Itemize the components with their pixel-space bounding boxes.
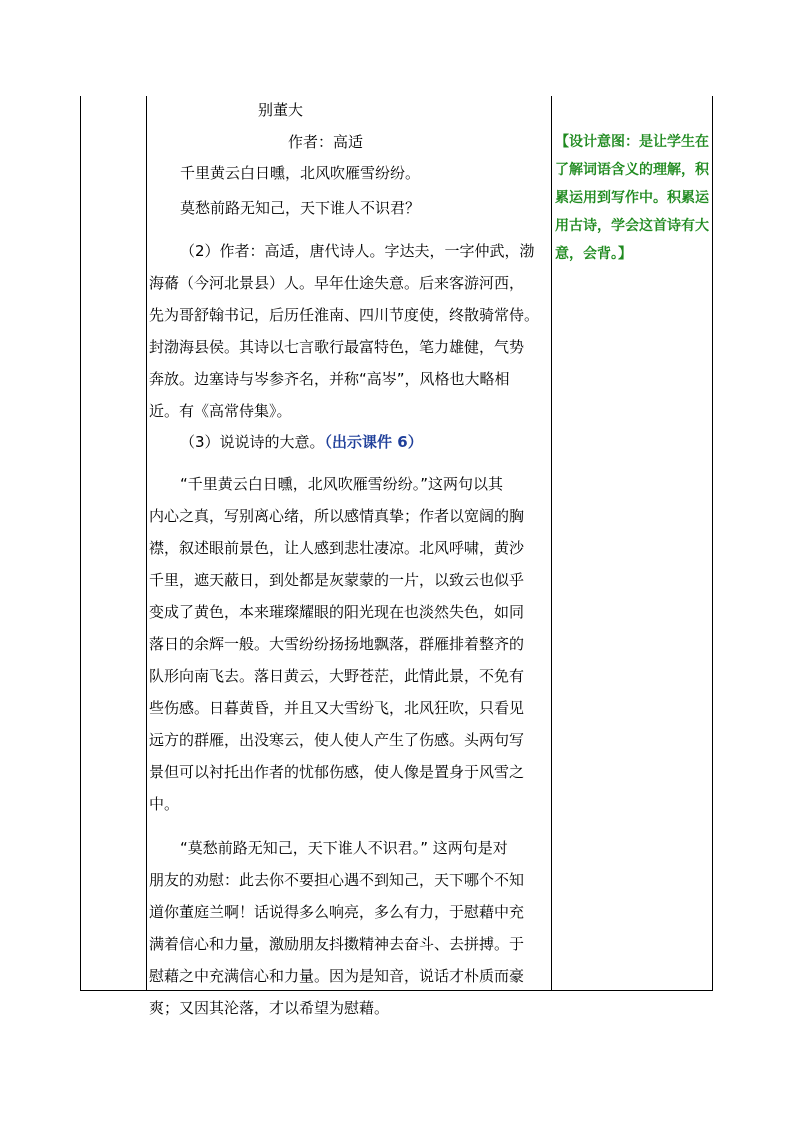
teaching-content-cell [147, 96, 551, 1017]
paragraph-line: 些伤感。日暮黄昏，并且又大雪纷飞，北风狂吹，只看见 [149, 699, 525, 717]
table-border-left [80, 96, 81, 990]
paragraph-line: 内心之真，写别离心绪，所以感情真挚；作者以宽阔的胸 [149, 507, 525, 525]
poem-author: 作者：高适 [288, 133, 364, 151]
paragraph-line: 爽；又因其沦落，才以希望为慰藉。 [149, 999, 390, 1017]
table-divider-2 [551, 96, 552, 990]
paragraph-line: 道你董庭兰啊！话说得多么响亮，多么有力，于慰藉中充 [149, 903, 525, 921]
lesson-table [80, 96, 713, 1017]
poem-line-2: 莫愁前路无知己，天下谁人不识君？ [180, 199, 421, 217]
design-intent-line: 【设计意图：是让学生在 [555, 134, 709, 150]
paragraph-line: 远方的群雁，出没寒云，使人使人产生了伤感。头两句写 [149, 731, 525, 749]
design-intent-line: 累运用到写作中。积累运 [555, 190, 709, 206]
meaning-heading [180, 432, 423, 452]
author-line: 封渤海县侯。其诗以七言歌行最富特色，笔力雄健，气势 [149, 338, 525, 356]
poem-line-1: 千里黄云白日曛，北风吹雁雪纷纷。 [180, 164, 421, 182]
author-line: 先为哥舒翰书记，后历任淮南、四川节度使，终散骑常侍。 [149, 306, 540, 324]
paragraph-line: 襟，叙述眼前景色，让人感到悲壮凄凉。北风呼啸，黄沙 [149, 539, 525, 557]
table-border-right [712, 96, 713, 990]
paragraph-line: “千里黄云白日曛，北风吹雁雪纷纷。”这两句以其 [180, 475, 504, 493]
paragraph-line: 千里，遮天蔽日，到处都是灰蒙蒙的一片，以致云也似乎 [149, 571, 525, 589]
paragraph-line: 慰藉之中充满信心和力量。因为是知音，说话才朴质而豪 [149, 967, 525, 985]
author-line: 海蓨（今河北景县）人。早年仕途失意。后来客游河西， [149, 274, 525, 292]
meaning-heading-text: （3）说说诗的大意。 [180, 433, 325, 451]
author-line: 近。有《高常侍集》。 [149, 402, 292, 420]
design-intent-line: 意，会背。】 [555, 246, 632, 262]
paragraph-line: 朋友的劝慰：此去你不要担心遇不到知己，天下哪个不知 [149, 871, 525, 889]
paragraph-line: 满着信心和力量，激励朋友抖擞精神去奋斗、去拼搏。于 [149, 935, 525, 953]
courseware-note: （出示课件 6） [324, 433, 423, 451]
author-line: 奔放。边塞诗与岑参齐名，并称“高岑”，风格也大略相 [149, 370, 510, 388]
design-intent-line: 了解词语含义的理解，积 [555, 162, 709, 178]
poem-title: 别董大 [258, 101, 304, 119]
paragraph-line: 队形向南飞去。落日黄云，大野苍茫，此情此景，不免有 [149, 667, 525, 685]
author-line: （2）作者：高适，唐代诗人。字达夫，一字仲武，渤 [180, 242, 535, 260]
paragraph-line: 落日的余辉一般。大雪纷纷扬扬地飘落，群雁排着整齐的 [149, 635, 525, 653]
paragraph-line: “莫愁前路无知己，天下谁人不识君。” 这两句是对 [180, 839, 508, 857]
design-intent-line: 用古诗，学会这首诗有大 [555, 218, 709, 234]
paragraph-line: 变成了黄色，本来璀璨耀眼的阳光现在也淡然失色，如同 [149, 603, 525, 621]
paragraph-line: 中。 [149, 795, 180, 813]
paragraph-line: 景但可以衬托出作者的忧郁伤感，使人像是置身于风雪之 [149, 763, 525, 781]
